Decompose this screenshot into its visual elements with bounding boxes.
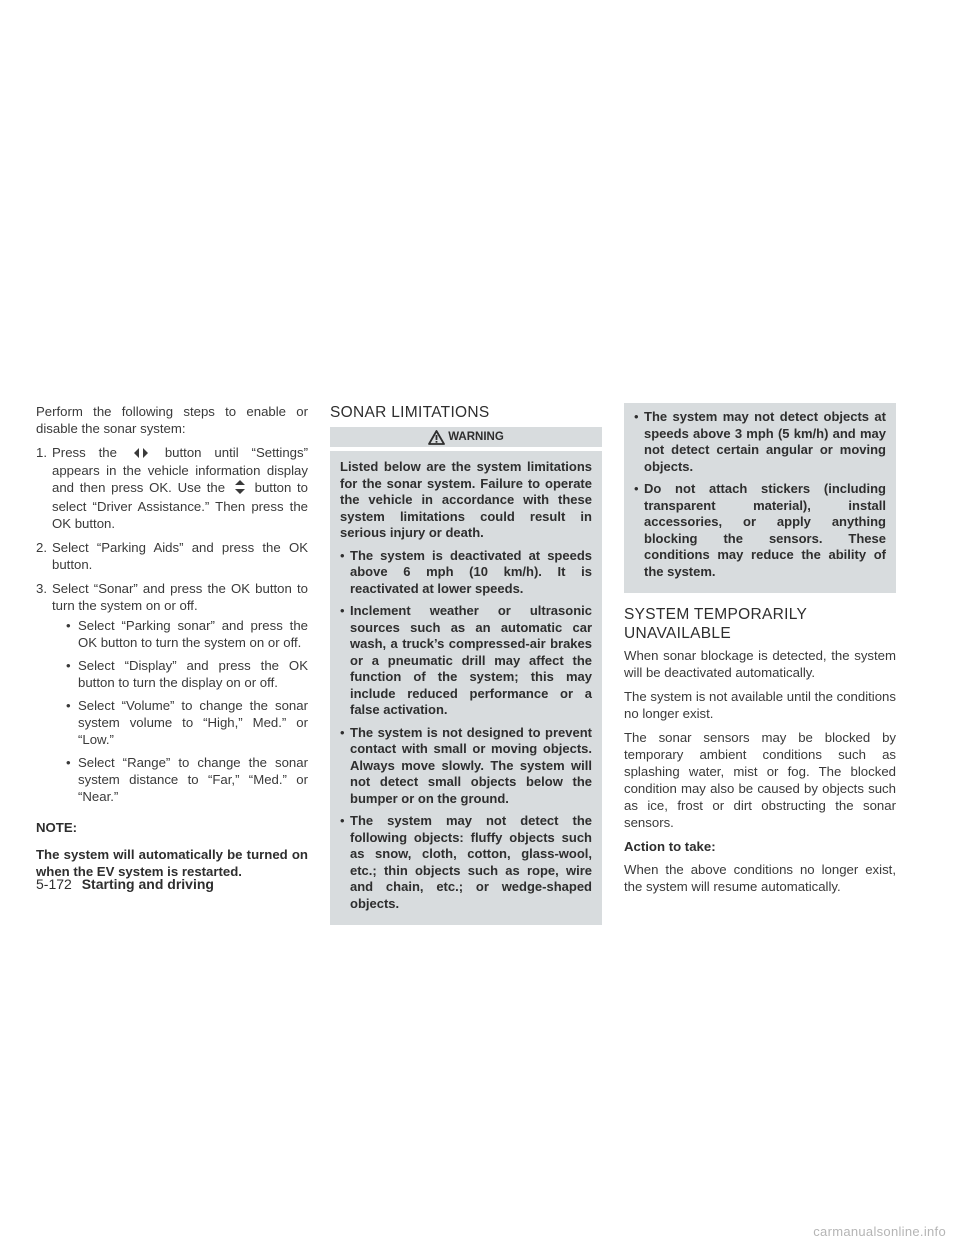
up-down-arrows-icon: [235, 480, 245, 498]
left-right-arrows-icon: [134, 445, 148, 462]
warning-item: • The system may not detect objects at speeds above 3 mph (5 km/h) and may not detect certain angular or moving objects.: [634, 409, 886, 475]
sonar-limitations-heading: SONAR LIMITATIONS: [330, 404, 490, 421]
warning-item: • The system is not designed to prevent contact with small or moving objects. Always move slowly. The system will not detect small objects below the bumper or on the ground.: [340, 725, 592, 808]
right-column: [624, 403, 896, 902]
heading-line-2: UNAVAILABLE: [624, 625, 731, 642]
warning-triangle-icon: [428, 430, 445, 445]
page-number: 5-172: [36, 876, 72, 892]
intro-paragraph: Perform the following steps to enable or disable the sonar system:: [36, 404, 308, 436]
note-body: The system will automatically be turned on when the EV system is restarted.: [36, 846, 308, 879]
middle-column: [330, 403, 602, 925]
left-column: [36, 403, 308, 887]
warning-body-continued: [624, 403, 896, 593]
step-1: [36, 444, 308, 532]
note-heading: NOTE:: [36, 819, 78, 835]
sub-item: • Select “Parking sonar” and press the OK button to turn the system on or off.: [66, 617, 308, 651]
step-2-text: Select “Parking Aids” and press the OK button.: [52, 539, 308, 572]
paragraph: The system is not available until the conditions no longer exist.: [624, 689, 896, 721]
warning-list-continued: [634, 409, 886, 580]
page-footer: [36, 876, 214, 892]
step-1-text-c: button to select “Driver Assistance.” Then press the OK button.: [52, 480, 309, 531]
step-3: [36, 580, 308, 805]
warning-banner: [330, 427, 602, 447]
step-3-text: Select “Sonar” and press the OK button to turn the system on or off.: [52, 580, 308, 613]
warning-list: [340, 548, 592, 913]
step-2-number: 2.: [36, 539, 47, 555]
paragraph: When the above conditions no longer exist, the system will resume automatically.: [624, 862, 896, 894]
watermark: carmanualsonline.info: [0, 1222, 960, 1242]
sub-item: • Select “Display” and press the OK button to turn the display on or off.: [66, 657, 308, 691]
step-2: [36, 539, 308, 573]
step-1-number: 1.: [36, 445, 47, 460]
warning-item: • The system may not detect the following objects: fluffy objects such as snow, cloth, cotton, glass-wool, etc.; thin objects such as rope, wire and chain, etc.; or wedge-shaped objects.: [340, 813, 592, 912]
sub-item: • Select “Range” to change the sonar system distance to “Far,” “Med.” or “Near.”: [66, 754, 308, 805]
chapter-title: Starting and driving: [81, 876, 214, 892]
system-unavailable-heading: [624, 605, 896, 643]
step-1-text-a: Press the: [52, 445, 117, 460]
heading-line-1: SYSTEM TEMPORARILY: [624, 606, 808, 623]
warning-item: • Inclement weather or ultrasonic sources such as an automatic car wash, a truck’s compressed-air brakes or a pneumatic drill may affect the function of the system; this may include reduced performance or a false activation.: [340, 603, 592, 719]
step-3-sublist: [52, 617, 308, 805]
steps-list: [36, 444, 308, 805]
step-1-text-b: button until “Settings” appears in the vehicle information display and then press OK. Use the: [52, 445, 308, 496]
warning-label: WARNING: [448, 430, 504, 443]
paragraph: When sonar blockage is detected, the system will be deactivated automatically.: [624, 648, 896, 680]
warning-item: • Do not attach stickers (including transparent material), install accessories, or apply anything blocking the sensors. These conditions may reduce the ability of the system.: [634, 481, 886, 580]
warning-body: [330, 451, 602, 925]
step-3-number: 3.: [36, 580, 47, 596]
warning-item: • The system is deactivated at speeds above 6 mph (10 km/h). It is reactivated at lower speeds.: [340, 548, 592, 598]
paragraph: The sonar sensors may be blocked by temporary ambient conditions such as splashing water, mist or fog. The blocked condition may also be caused by objects such as ice, frost or dirt obstructing the sonar sensors.: [624, 730, 896, 830]
warning-intro: Listed below are the system limitations for the sonar system. Failure to operate the vehicle in accordance with these system limitations could result in serious injury or death.: [340, 459, 592, 540]
sub-item: • Select “Volume” to change the sonar system volume to “High,” Med.” or “Low.”: [66, 697, 308, 748]
action-heading: Action to take:: [624, 839, 716, 854]
